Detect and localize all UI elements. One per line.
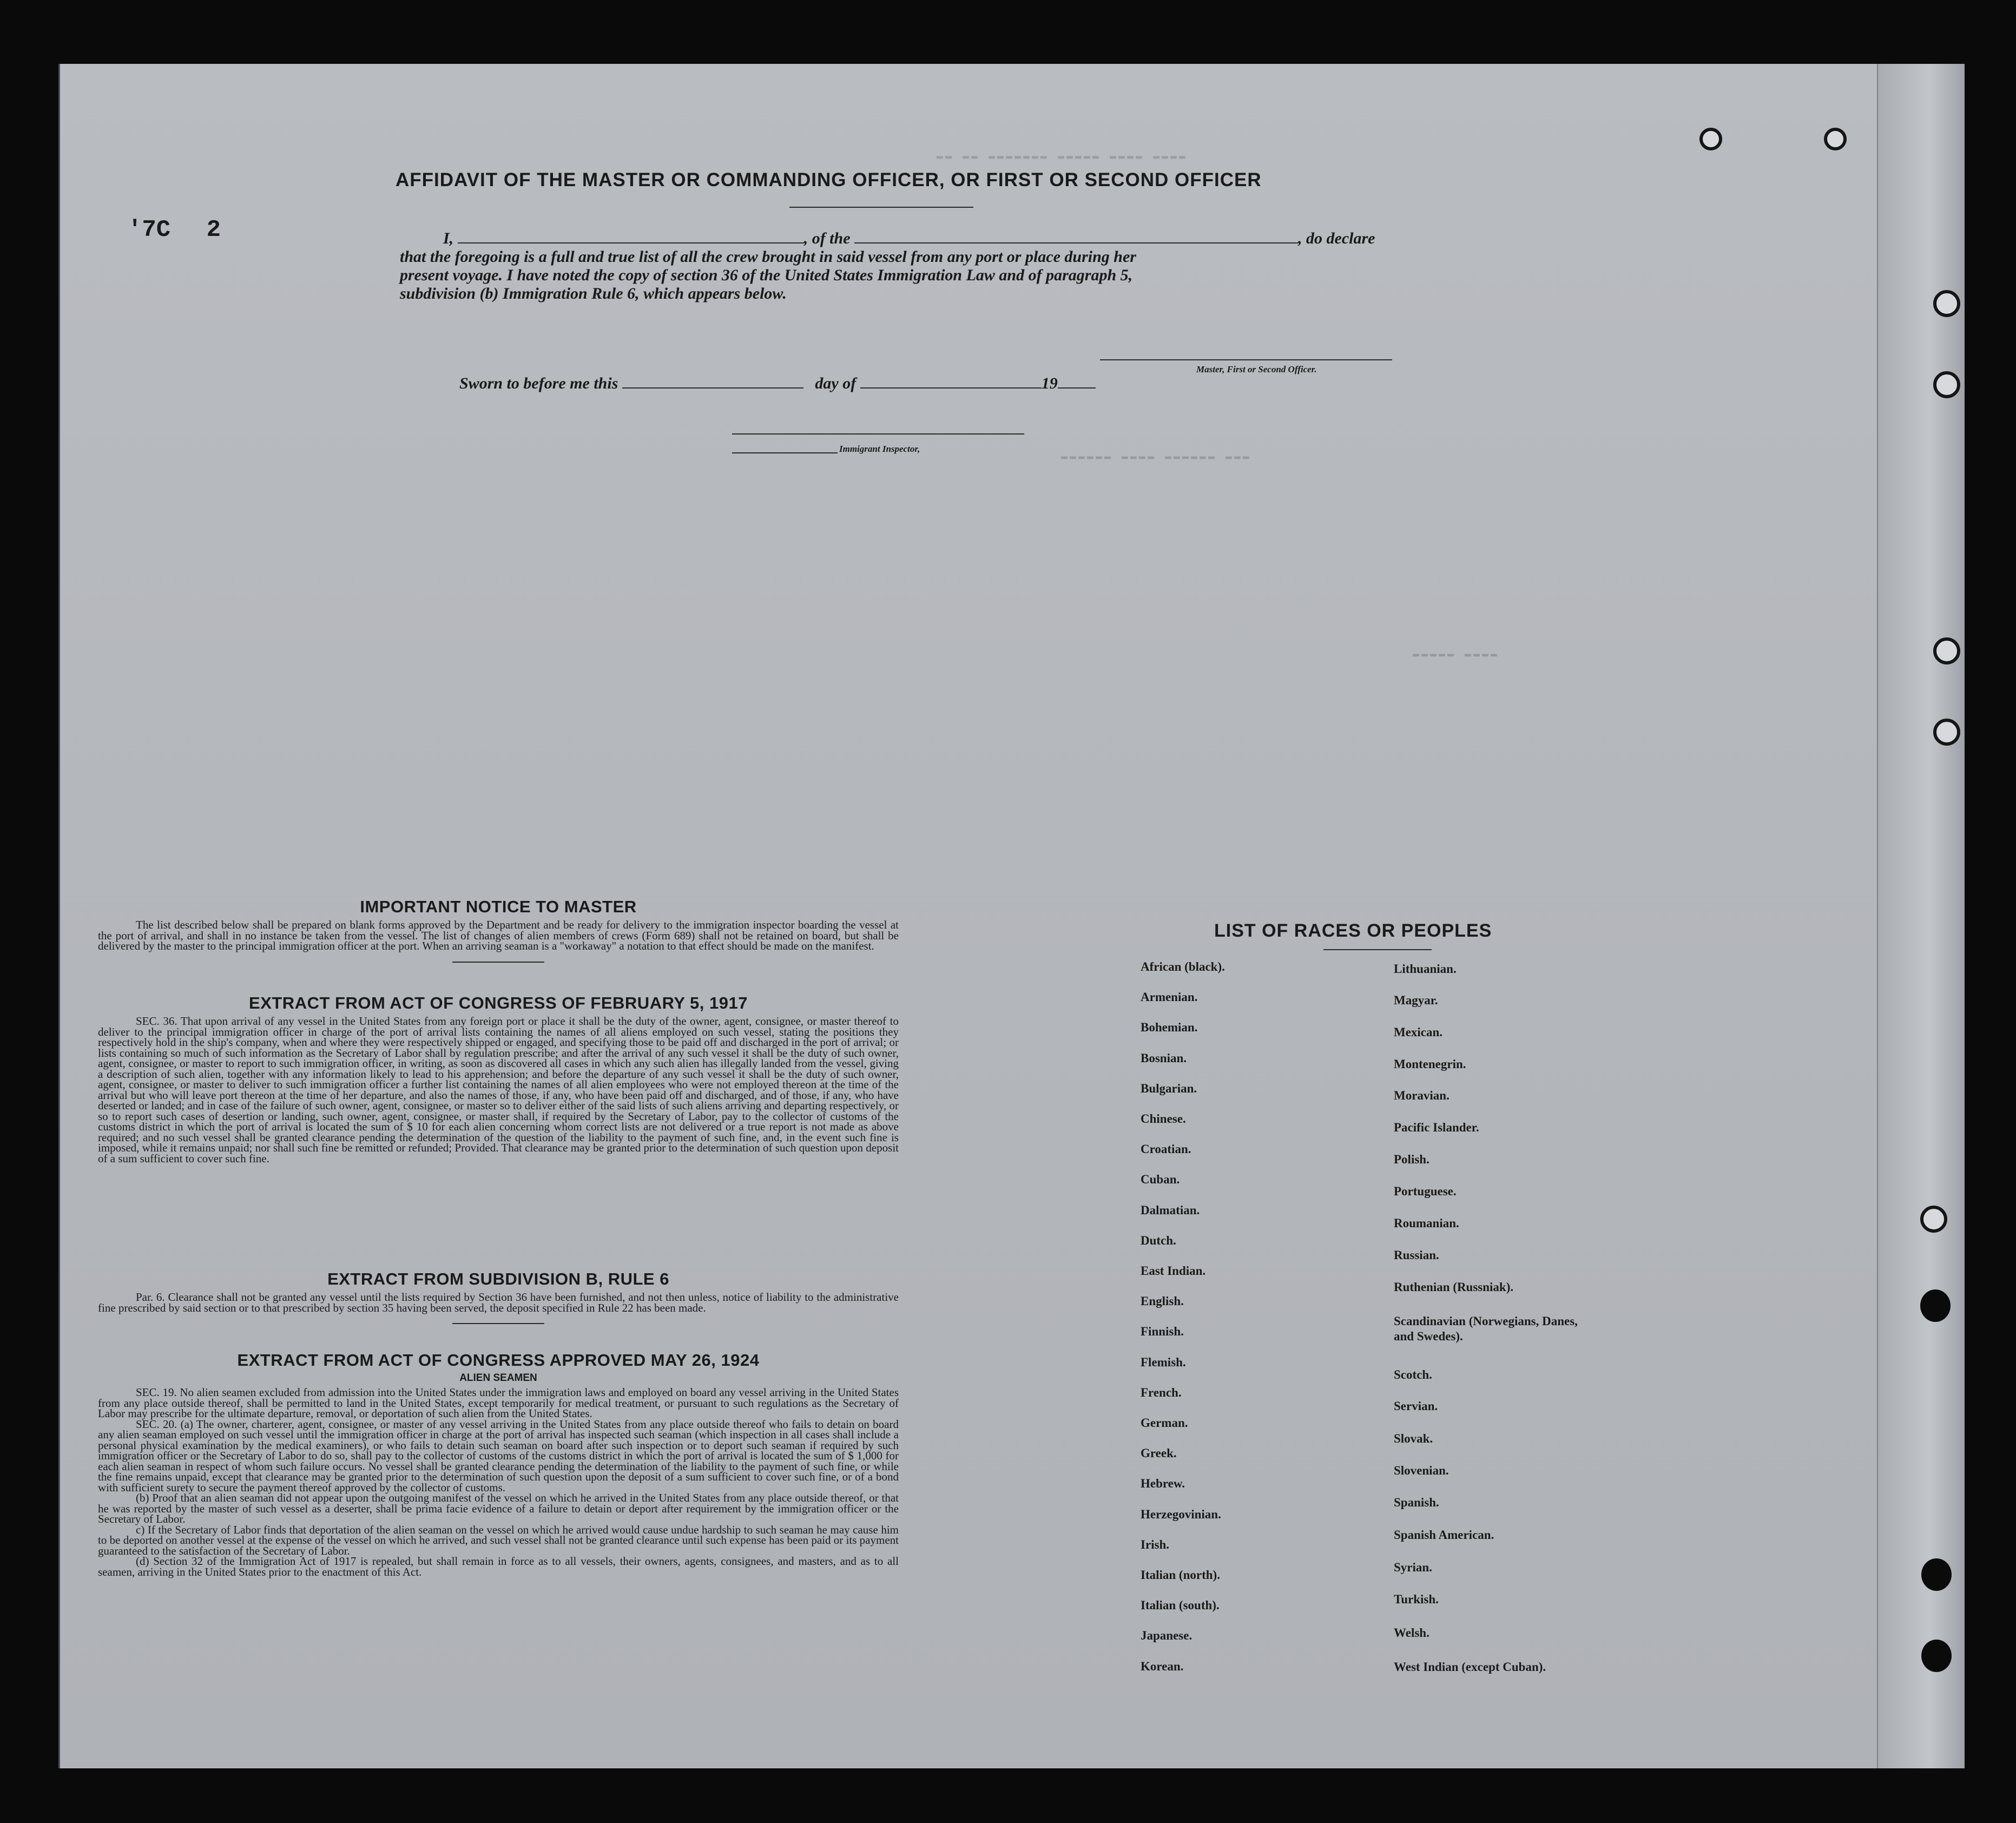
race-list-item: Italian (north). <box>1141 1568 1220 1582</box>
declaration-of: , of the <box>803 229 851 247</box>
extract-rule6-section <box>98 1269 899 1324</box>
margin-mark-text-2: 2 <box>206 216 221 243</box>
race-list-item: Dutch. <box>1141 1233 1176 1247</box>
extract-rule6-title: EXTRACT FROM SUBDIVISION B, RULE 6 <box>327 1269 669 1288</box>
race-list-item: German. <box>1141 1416 1188 1430</box>
race-list-item: Armenian. <box>1141 990 1198 1004</box>
race-list-item: Hebrew. <box>1141 1477 1185 1491</box>
declaration-line-1 <box>400 226 1455 248</box>
inspector-caption-leader <box>732 452 838 453</box>
race-list-item: Servian. <box>1394 1399 1438 1413</box>
page-edge <box>1877 64 1965 1768</box>
race-list-item: Mexican. <box>1394 1025 1443 1039</box>
sworn-day-of: day of <box>815 374 857 392</box>
notice-section <box>98 897 899 963</box>
sec-20d-text: (d) Section 32 of the Immigration Act of 1917 is repealed, but shall remain in force as to all vessels, their owners, agents, consignees, and masters, and as to all seamen, arriving in the United States prior to the enactment of this Act. <box>98 1555 899 1578</box>
affidavit-title: AFFIDAVIT OF THE MASTER OR COMMANDING OFFICER, OR FIRST OR SECOND OFFICER <box>396 169 1262 190</box>
race-list-item: Magyar. <box>1394 993 1438 1007</box>
declaration-block <box>400 226 1455 303</box>
race-list-item: Japanese. <box>1141 1629 1193 1643</box>
sec-20c-text: c) If the Secretary of Labor finds that deportation of the alien seaman on the vessel on which he arrived would cause undue hardship to such seaman he may cause him to be deported on another vessel at the expense of the vessel on which he arrived, and such vessel shall not be granted clearance until such expense has been paid or its payment guaranteed to the satisfaction of the Secretary of Labor. <box>98 1523 899 1557</box>
race-list-item: Scandinavian (Norwegians, Danes, and Swedes). <box>1394 1314 1578 1343</box>
title-underline <box>789 207 973 208</box>
sec-19-text: SEC. 19. No alien seamen excluded from admission into the United States under the immigration laws and employed on board any vessel arriving in the United States from any place outside thereof, shall be permitted to land in the United States, except temporarily for medical treatment, or pursuant to such regulations as the Secretary of Labor may prescribe for the ultimate departure, removal, or deportation of such alien from the United States. <box>98 1386 899 1420</box>
punch-hole <box>1921 1558 1952 1591</box>
extract-1917-body: SEC. 36. That upon arrival of any vessel in the United States from any foreign port or place it shall be the duty of the owner, agent, consignee, or master thereof to deliver to the principal immigration officer in charge of the port of arrival lists containing the names of all aliens employed on such vessel, stating the positions they respectively hold in the ship's company, when and where they were respectively shipped or engaged, and specifying those to be paid off and discharged in the port of arrival; or lists containing so much of such information as the Secretary of Labor shall by regulation prescribe; and after the arrival of any such vessel it shall be the duty of such owner, agent, consignee, or master to report to such immigration officer, in writing, as soon as discovered all cases in which any such alien has illegally landed from the vessel, giving a description of such alien, together with any information likely to lead to his apprehension; and before the departure of any such vessel it shall be the duty of such owner, agent, consignee, or master to deliver to such immigration officer a further list containing the names of all alien employees who were not employed thereon at the time of the arrival but who will leave port thereon at the time of her departure, and also the names of those, if any, who have been paid off and discharged, and of those, if any, who have deserted or landed; and in case of the failure of such owner, agent, consignee, or master so to deliver either of the said lists of such aliens arriving and departing respectively, or so to report such cases of desertion or landing, such owner, agent, consignee, or master shall, if required by the Secretary of Labor, pay to the collector of customs of the customs district in which the port of arrival is located the sum of $ 10 for each alien concerning whom correct lists are not delivered or a true report is not made as above required; and no such vessel shall be granted clearance pending the determination of the question of the liability to the payment of such fine, and, in the event such fine is imposed, while it remains unpaid; nor shall such fine be remitted or refunded; Provided. That clearance may be granted prior to the determination of such question upon deposit of a sum sufficient to cover such fine. <box>98 1015 899 1165</box>
races-title-underline <box>1323 949 1432 950</box>
race-list-item: Montenegrin. <box>1394 1057 1466 1071</box>
notice-title: IMPORTANT NOTICE TO MASTER <box>360 897 637 916</box>
notice-divider <box>452 962 544 963</box>
race-list-item: Chinese. <box>1141 1112 1186 1126</box>
race-list-item: Pacific Islander. <box>1394 1121 1479 1134</box>
declaration-line-2: that the foregoing is a full and true list of all the crew brought in said vessel from any port or place during her <box>400 248 1136 266</box>
race-list-item: Italian (south). <box>1141 1598 1220 1613</box>
race-list-item: West Indian (except Cuban). <box>1394 1660 1546 1674</box>
rule6-divider <box>452 1323 544 1324</box>
sworn-line <box>459 371 1096 393</box>
race-list-item: Korean. <box>1141 1659 1184 1673</box>
race-list-item: Ruthenian (Russniak). <box>1394 1280 1514 1294</box>
race-list-item: Slovak. <box>1394 1432 1433 1445</box>
punch-hole <box>1921 1640 1952 1672</box>
race-list-item: Irish. <box>1141 1537 1170 1551</box>
race-list-item: French. <box>1141 1385 1182 1399</box>
race-list-item: Syrian. <box>1394 1561 1432 1574</box>
extract-1924-section <box>98 1351 899 1577</box>
race-list-item: African (black). <box>1141 960 1225 973</box>
sworn-year: 19 <box>1041 374 1058 392</box>
declaration-line-4: subdivision (b) Immigration Rule 6, which appears below. <box>400 285 787 302</box>
race-list-item: Russian. <box>1394 1248 1439 1262</box>
signature-line[interactable] <box>1100 359 1392 360</box>
declaration-lead: I, <box>443 229 454 247</box>
punch-hole <box>1824 128 1847 150</box>
bleed-through: ▬▬▬▬▬ ▬▬▬▬ <box>1413 648 1500 661</box>
bleed-through: ▬▬▬▬▬▬ ▬▬▬▬ ▬▬▬▬▬▬ ▬▬▬ <box>1061 451 1252 463</box>
notice-body: The list described below shall be prepared on blank forms approved by the Department and be ready for delivery to the immigration inspector boarding the vessel at the port of arrival, and shall in no instance be taken from the vessel. The list of changes of alien members of crews (Form 689) shall not be retained on board, but shall be delivered by the master to the principal immigration officer at the port. When an arriving seaman is a "workaway" a notation to that effect should be made on the manifest. <box>98 918 899 952</box>
races-title: LIST OF RACES OR PEOPLES <box>1214 920 1492 941</box>
punch-hole <box>1920 1206 1947 1233</box>
race-list-item: Spanish American. <box>1394 1528 1494 1542</box>
race-list-item: Lithuanian. <box>1394 962 1457 976</box>
extract-rule6-body: Par. 6. Clearance shall not be granted any vessel until the lists required by Section 36 have been furnished, and not then unless, notice of liability to the administrative fine prescribed by said section or to that prescribed by section 35 having been served, the deposit specified in Rule 22 has been made. <box>98 1291 899 1314</box>
sworn-month-field[interactable] <box>860 371 1042 389</box>
punch-hole <box>1933 290 1960 317</box>
race-list-item: Roumanian. <box>1394 1216 1459 1230</box>
race-list-item: Welsh. <box>1394 1626 1429 1640</box>
punch-hole <box>1933 371 1960 398</box>
sworn-year-field[interactable] <box>1058 371 1096 389</box>
signature-caption: Master, First or Second Officer. <box>1196 364 1317 374</box>
race-list-item: English. <box>1141 1294 1184 1308</box>
margin-mark-text: '7C <box>128 216 171 243</box>
extract-1917-section <box>98 993 899 1164</box>
manifest-page <box>58 64 1965 1768</box>
extract-1917-title: EXTRACT FROM ACT OF CONGRESS OF FEBRUARY 5, 1917 <box>249 993 748 1012</box>
bleed-through: ▬▬ ▬▬ ▬▬▬▬▬▬▬ ▬▬▬▬▬ ▬▬▬▬ ▬▬▬▬ <box>937 150 1188 163</box>
race-list-item: Flemish. <box>1141 1355 1186 1369</box>
punch-hole <box>1699 128 1722 150</box>
sec-20a-text: SEC. 20. (a) The owner, charterer, agent, consignee, or master of any vessel arriving in the United States from any place outside thereof who fails to detain on board any alien seaman employed on such vessel until the immigration officer in charge at the port of arrival has inspected such seaman (which inspection in all cases shall include a personal physical examination by the medical examiners), or who fails to detain such seaman on board after such inspection or to deport such seaman if required by such immigration officer or the Secretary of Labor to do so, shall pay to the collector of customs of the customs district in which the port of arrival is located the sum of $ 1,000 for each alien seaman in respect of whom such failure occurs. No vessel shall be granted clearance pending the determination of the liability to the payment of such fine, or while the fine remains unpaid, except that clearance may be granted prior to the determination of such question upon the deposit of a sum sufficient to cover such fine, or of a bond with sufficient surety to secure the payment thereof approved by the collector of customs. <box>98 1417 899 1494</box>
extract-1924-subtitle: ALIEN SEAMEN <box>459 1372 537 1384</box>
race-list-item: Dalmatian. <box>1141 1203 1200 1217</box>
race-list-item: Scotch. <box>1394 1368 1432 1381</box>
race-list-item: Spanish. <box>1394 1496 1439 1509</box>
race-list-item: Croatian. <box>1141 1142 1191 1156</box>
race-list-item: Finnish. <box>1141 1325 1184 1339</box>
race-list-item: Cuban. <box>1141 1173 1180 1187</box>
race-list-item: Bulgarian. <box>1141 1081 1197 1095</box>
race-list-item: Moravian. <box>1394 1089 1450 1102</box>
race-list-item: East Indian. <box>1141 1264 1206 1278</box>
race-list-item: Portuguese. <box>1394 1184 1457 1198</box>
race-list-item: Herzegovinian. <box>1141 1507 1221 1521</box>
race-list-item: Greek. <box>1141 1446 1177 1460</box>
race-list-item: Bosnian. <box>1141 1051 1187 1065</box>
race-list-item: Bohemian. <box>1141 1021 1198 1035</box>
declaration-declare: , do declare <box>1298 229 1375 247</box>
punch-hole <box>1933 719 1960 746</box>
race-list-item: Slovenian. <box>1394 1464 1449 1477</box>
sworn-day-field[interactable] <box>622 371 803 389</box>
margin-mark <box>128 216 221 243</box>
race-list-item: Polish. <box>1394 1153 1429 1166</box>
extract-1924-title: EXTRACT FROM ACT OF CONGRESS APPROVED MAY 26, 1924 <box>237 1351 760 1370</box>
sec-20b-text: (b) Proof that an alien seaman did not appear upon the outgoing manifest of the vessel on which he arrived in the United States from any place outside thereof, or that he was reported by the master of such vessel as a deserter, shall be prima facie evidence of a failure to detain or deport after requirement by the immigration officer or the Secretary of Labor. <box>98 1491 899 1525</box>
inspector-caption: Immigrant Inspector, <box>839 444 920 454</box>
inspector-signature-line[interactable] <box>732 433 1024 435</box>
punch-hole <box>1933 637 1960 664</box>
declaration-line-3: present voyage. I have noted the copy of section 36 of the United States Immigration Law and of paragraph 5, <box>400 266 1133 284</box>
punch-hole <box>1920 1289 1951 1322</box>
race-list-item: Turkish. <box>1394 1592 1439 1606</box>
name-field-line[interactable] <box>458 226 804 243</box>
sworn-text: Sworn to before me this <box>459 374 618 392</box>
vessel-field-line[interactable] <box>854 226 1298 243</box>
